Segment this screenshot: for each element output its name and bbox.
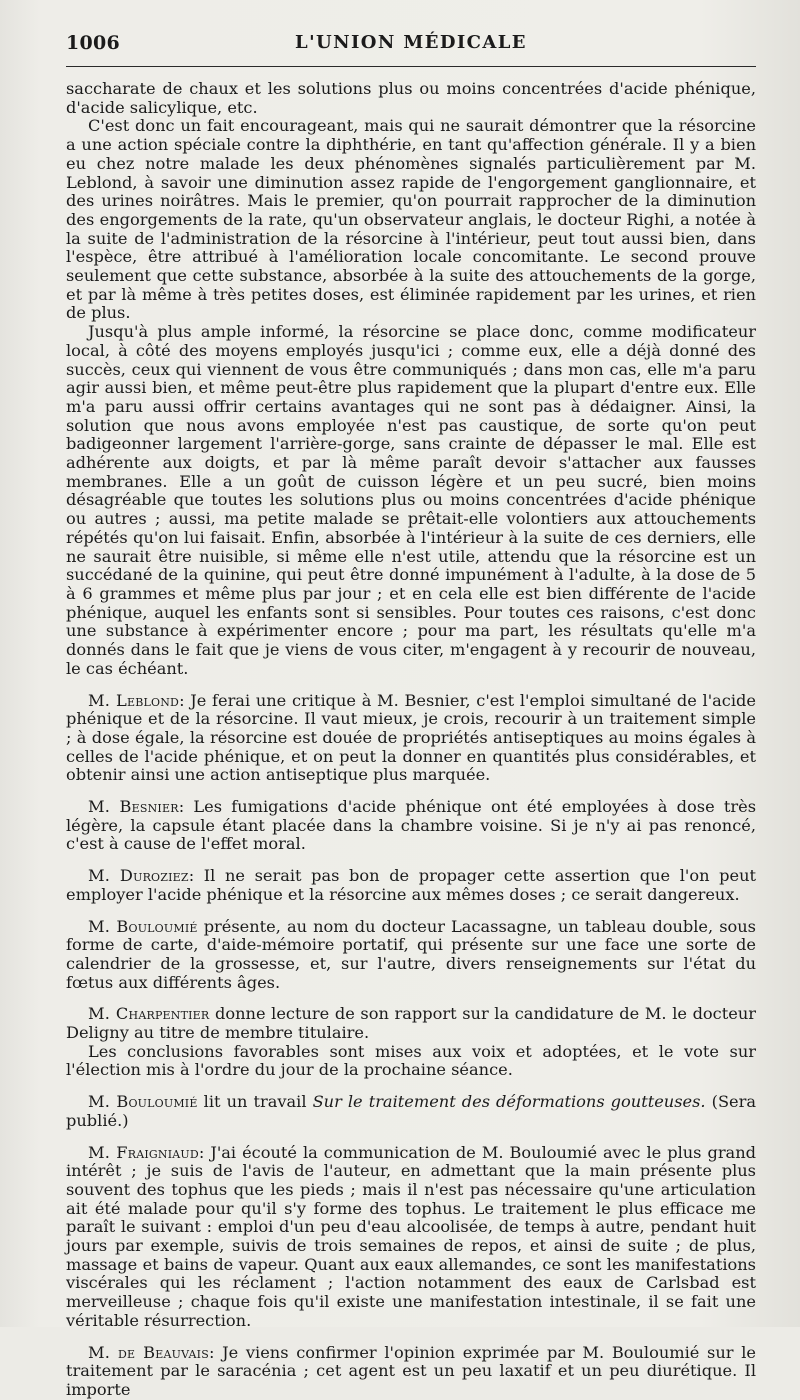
paragraph-bouloumie: M. Bouloumié présente, au nom du docteur Lacassagne, un tableau double, sous forme de carte, d'aide-mémoire portatif, qui présente sur une face une sorte de calendrier de la grossesse, et, sur l'autre, divers renseignements sur l'état du fœtus aux différents âges. — [66, 916, 756, 992]
speaker-name: M. Bouloumié — [88, 1092, 198, 1112]
header-rule — [66, 66, 756, 67]
speaker-name: M. Besnier — [88, 797, 179, 817]
paragraph: Les conclusions favorables sont mises aux voix et adoptées, et le vote sur l'élection mis à l'ordre du jour de la prochaine séance. — [66, 1041, 756, 1080]
paragraph: saccharate de chaux et les solutions plus ou moins concentrées d'acide phénique, d'acide salicylique, etc. — [66, 79, 756, 117]
running-head — [66, 30, 756, 56]
paragraph-besnier: M. Besnier: Les fumigations d'acide phénique ont été employées à dose très légère, la capsule étant placée dans la chambre voisine. Si je n'y ai pas renoncé, c'est à cause de l'effet moral. — [66, 797, 757, 854]
paragraph: C'est donc un fait encourageant, mais qui ne saurait démontrer que la résorcine a une action spéciale contre la diphthérie, en tant qu'affection générale. Il y a bien eu chez notre malade les deux phénomènes signalés particulièrement par M. Leblond, à savoir une diminution assez rapide de l'engorgement ganglionnaire, et des urines noirâtres. Mais le premier, qu'on pourrait rapprocher de la diminution des engorgements de la rate, qu'un observateur anglais, le docteur Righi, a notée à la suite de l'administration de la résorcine à l'intérieur, peut tout aussi bien, dans l'espèce, être attribué à l'amélioration locale concomitante. Le second prouve seulement que cette substance, absorbée à la suite des attouchements de la gorge, et par là même à très petites doses, est éliminée rapidement par les urines, et rien de plus. — [66, 116, 756, 323]
speaker-name: M. Duroziez — [88, 866, 189, 886]
paragraph-leblond: M. Leblond: Je ferai une critique à M. Besnier, c'est l'emploi simultané de l'acide phénique et de la résorcine. Il vaut mieux, je crois, recourir à un traitement simple ; à dose égale, la résorcine est douée de propriétés antiseptiques au moins égales à celles de l'acide phénique, et on peut la donner en quantités plus considérables, et obtenir ainsi une action antiseptique plus marquée. — [66, 690, 756, 785]
journal-title: L'UNION MÉDICALE — [295, 32, 527, 53]
paragraph-charpentier: M. Charpentier donne lecture de son rapport sur la candidature de M. le docteur Deligny au titre de membre titulaire. — [66, 1004, 756, 1043]
speaker-name: M. Bouloumié — [88, 916, 198, 936]
paragraph-duroziez: M. Duroziez: Il ne serait pas bon de propager cette assertion que l'on peut employer l'acide phénique et la résorcine aux mêmes doses ; ce serait dangereux. — [66, 866, 756, 904]
paragraph: Jusqu'à plus ample informé, la résorcine se place donc, comme modificateur local, à côté des moyens employés jusqu'ici ; comme eux, elle a déjà donné des succès, ceux qui viennent de vous être communiqués ; dans mon cas, elle m'a paru agir aussi bien, et même peut-être plus rapidement que la plupart d'entre eux. Elle m'a paru aussi offrir certains avantages qui ne sont pas à dédaigner. Ainsi, la solution que nous avons employée n'est pas caustique, de sorte qu'on peut badigeonner largement l'arrière-gorge, sans crainte de dépasser le mal. Elle est adhérente aux doigts, et par là même paraît devoir s'attacher aux fausses membranes. Elle a un goût de cuisson légère et un peu sucré, bien moins désagréable que toutes les solutions plus ou moins concentrées d'acide phénique ou autres ; aussi, ma petite malade se prêtait-elle volontiers aux attouchements répétés qu'on lui faisait. Enfin, absorbée à l'intérieur à la suite de ces derniers, elle ne saurait être nuisible, si même elle n'est utile, attendu que la résorcine est un succédané de la quinine, qui peut être donné impunément à l'adulte, à la dose de 5 à 6 grammes et même plus par jour ; et en cela elle est bien différente de l'acide phénique, auquel les enfants sont si sensibles. Pour toutes ces raisons, c'est donc une substance à expérimenter encore ; pour ma part, les résultats qu'elle m'a donnés dans le fait que je viens de vous citer, m'engagent à y recourir de nouveau, le cas échéant. — [66, 322, 756, 678]
paragraph-de-beauvais: M. de Beauvais: Je viens confirmer l'opinion exprimée par M. Bouloumié sur le traitement par le saracénia ; cet agent est un peu laxatif et un peu diurétique. Il importe — [66, 1342, 756, 1399]
article-body — [66, 80, 756, 1400]
speaker-name: M. Leblond — [88, 690, 180, 710]
work-title: Sur le traitement des déformations goutteuses. — [312, 1092, 706, 1112]
speaker-name: M. Charpentier — [88, 1004, 210, 1024]
speaker-name: M. de Beauvais — [88, 1342, 209, 1362]
paragraph-fraigniaud: M. Fraigniaud: J'ai écouté la communication de M. Bouloumié avec le plus grand intérêt ; je suis de l'avis de l'auteur, en admettant que la main présente plus souvent des tophus que les pieds ; mais il n'est pas nécessaire qu'une articulation ait été malade pour qu'il s'y forme des tophus. Le traitement le plus efficace me paraît le suivant : emploi d'un peu d'eau alcoolisée, de temps à autre, pendant huit jours par exemple, suivis de trois semaines de repos, et ainsi de suite ; de plus, massage et bains de vapeur. Quant aux eaux allemandes, ce sont les manifestations viscérales qui les réclament ; l'action notamment des eaux de Carlsbad est merveilleuse ; chaque fois qu'il existe une manifestation intestinale, il se fait une véritable résurrection. — [66, 1142, 756, 1330]
speaker-name: M. Fraigniaud — [88, 1142, 199, 1162]
paragraph-bouloumie-travail: M. Bouloumié lit un travail Sur le traitement des déformations goutteuses. (Sera publié.) — [66, 1092, 757, 1130]
page-number: 1006 — [66, 32, 121, 54]
